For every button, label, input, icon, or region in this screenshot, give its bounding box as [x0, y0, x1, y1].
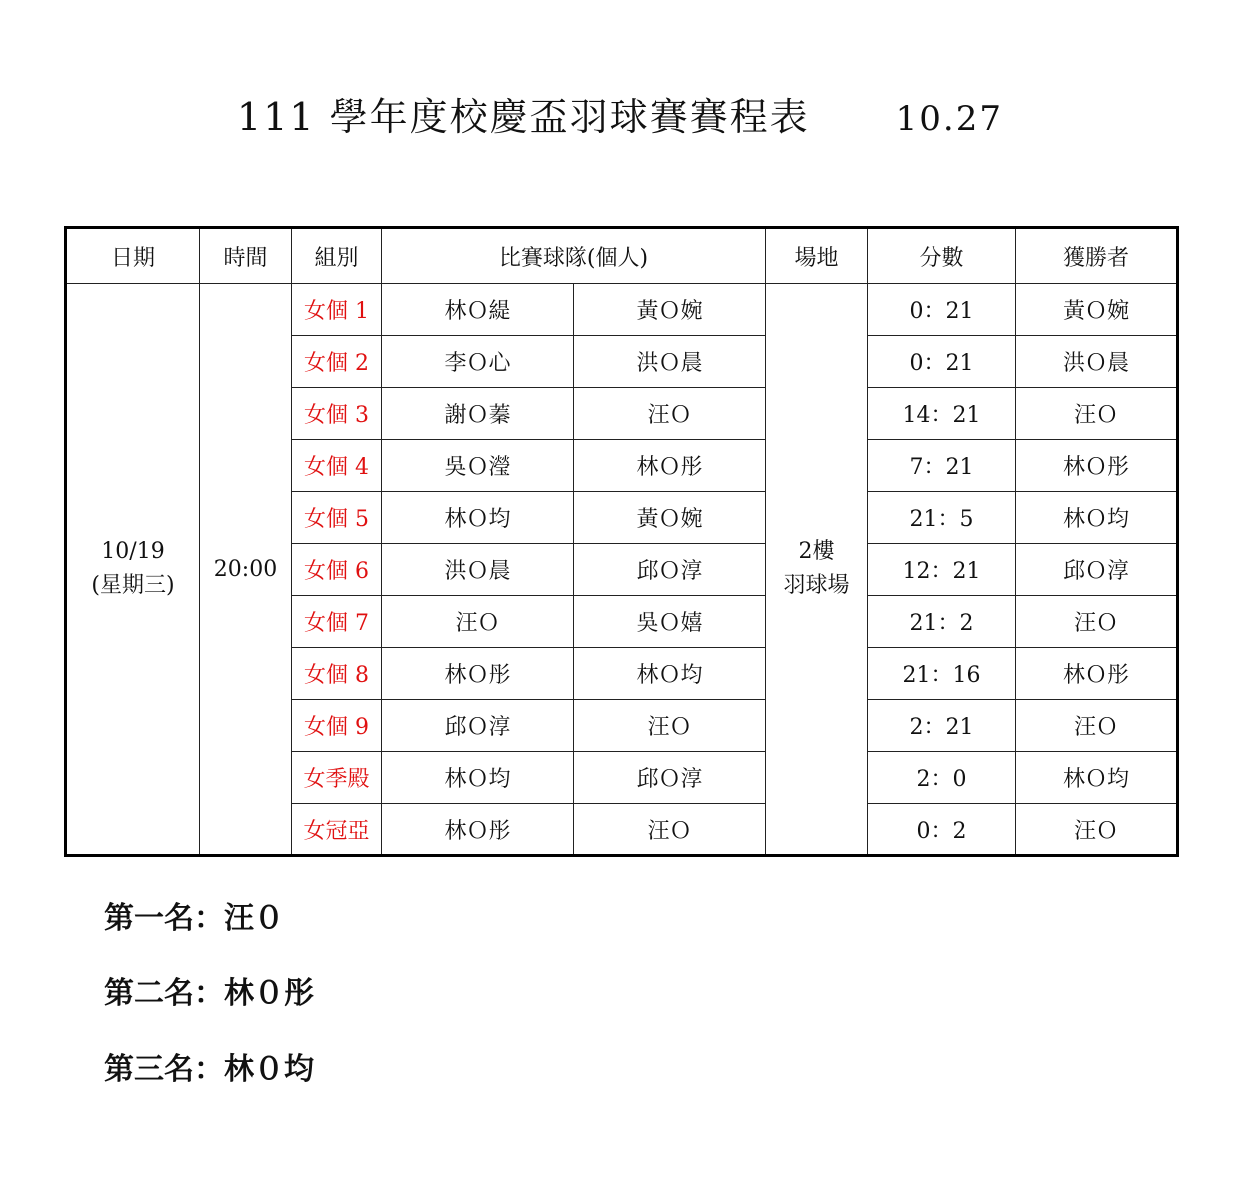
match-score: 14：21	[868, 388, 1016, 440]
match-winner: 邱Ｏ淳	[1016, 544, 1178, 596]
match-score: 21：5	[868, 492, 1016, 544]
venue-cell	[766, 284, 868, 856]
player-a: 謝Ｏ蓁	[382, 388, 574, 440]
player-b: 汪Ｏ	[574, 388, 766, 440]
venue-name: 羽球場	[783, 573, 850, 598]
player-a: 林Ｏ緹	[382, 284, 574, 336]
player-b: 吳Ｏ嬉	[574, 596, 766, 648]
header-date: 日期	[66, 228, 200, 284]
player-b: 洪Ｏ晨	[574, 336, 766, 388]
match-winner: 林Ｏ均	[1016, 492, 1178, 544]
match-list	[66, 284, 1178, 856]
match-date-cell	[66, 284, 200, 856]
player-a: 李Ｏ心	[382, 336, 574, 388]
match-time: 20:00	[200, 284, 292, 856]
header-score: 分數	[868, 228, 1016, 284]
match-group: 女個 4	[292, 440, 382, 492]
player-b: 林Ｏ彤	[574, 440, 766, 492]
match-winner: 黃Ｏ婉	[1016, 284, 1178, 336]
first-place: 第一名：汪０	[104, 901, 284, 936]
match-winner: 林Ｏ均	[1016, 752, 1178, 804]
match-group: 女個 9	[292, 700, 382, 752]
header-venue: 場地	[766, 228, 868, 284]
match-row	[66, 284, 1178, 336]
match-group: 女個 5	[292, 492, 382, 544]
match-date: 10/19	[101, 539, 165, 564]
schedule-table	[64, 226, 1179, 857]
match-score: 12：21	[868, 544, 1016, 596]
match-score: 0：21	[868, 284, 1016, 336]
match-group: 女季殿	[292, 752, 382, 804]
match-score: 2：0	[868, 752, 1016, 804]
match-group: 女個 7	[292, 596, 382, 648]
title-text: 111 學年度校慶盃羽球賽賽程表	[237, 95, 810, 139]
header-winner: 獲勝者	[1016, 228, 1178, 284]
match-winner: 汪Ｏ	[1016, 804, 1178, 856]
header-row	[66, 228, 1178, 284]
page-title	[0, 86, 1240, 141]
player-b: 林Ｏ均	[574, 648, 766, 700]
title-date: 10.27	[895, 99, 1003, 139]
player-a: 林Ｏ彤	[382, 648, 574, 700]
match-score: 21：16	[868, 648, 1016, 700]
header-group: 組別	[292, 228, 382, 284]
match-winner: 汪Ｏ	[1016, 700, 1178, 752]
match-group: 女個 6	[292, 544, 382, 596]
player-b: 汪Ｏ	[574, 804, 766, 856]
player-a: 林Ｏ彤	[382, 804, 574, 856]
player-b: 黃Ｏ婉	[574, 492, 766, 544]
match-winner: 洪Ｏ晨	[1016, 336, 1178, 388]
match-winner: 汪Ｏ	[1016, 388, 1178, 440]
match-group: 女個 1	[292, 284, 382, 336]
player-a: 林Ｏ均	[382, 492, 574, 544]
match-score: 0：21	[868, 336, 1016, 388]
match-group: 女個 3	[292, 388, 382, 440]
player-b: 汪Ｏ	[574, 700, 766, 752]
player-a: 洪Ｏ晨	[382, 544, 574, 596]
player-b: 邱Ｏ淳	[574, 544, 766, 596]
match-winner: 林Ｏ彤	[1016, 648, 1178, 700]
second-place: 第二名：林０彤	[104, 976, 314, 1011]
match-score: 2：21	[868, 700, 1016, 752]
match-winner: 汪Ｏ	[1016, 596, 1178, 648]
match-weekday: (星期三)	[91, 573, 175, 598]
header-teams: 比賽球隊(個人)	[382, 228, 766, 284]
player-a: 汪Ｏ	[382, 596, 574, 648]
header-time: 時間	[200, 228, 292, 284]
player-a: 林Ｏ均	[382, 752, 574, 804]
player-b: 黃Ｏ婉	[574, 284, 766, 336]
match-score: 0：2	[868, 804, 1016, 856]
match-score: 7：21	[868, 440, 1016, 492]
match-score: 21：2	[868, 596, 1016, 648]
match-group: 女個 8	[292, 648, 382, 700]
third-place: 第三名：林０均	[104, 1052, 314, 1087]
player-a: 吳Ｏ瀅	[382, 440, 574, 492]
match-group: 女冠亞	[292, 804, 382, 856]
venue-floor: 2樓	[798, 539, 835, 564]
match-group: 女個 2	[292, 336, 382, 388]
player-b: 邱Ｏ淳	[574, 752, 766, 804]
player-a: 邱Ｏ淳	[382, 700, 574, 752]
match-winner: 林Ｏ彤	[1016, 440, 1178, 492]
